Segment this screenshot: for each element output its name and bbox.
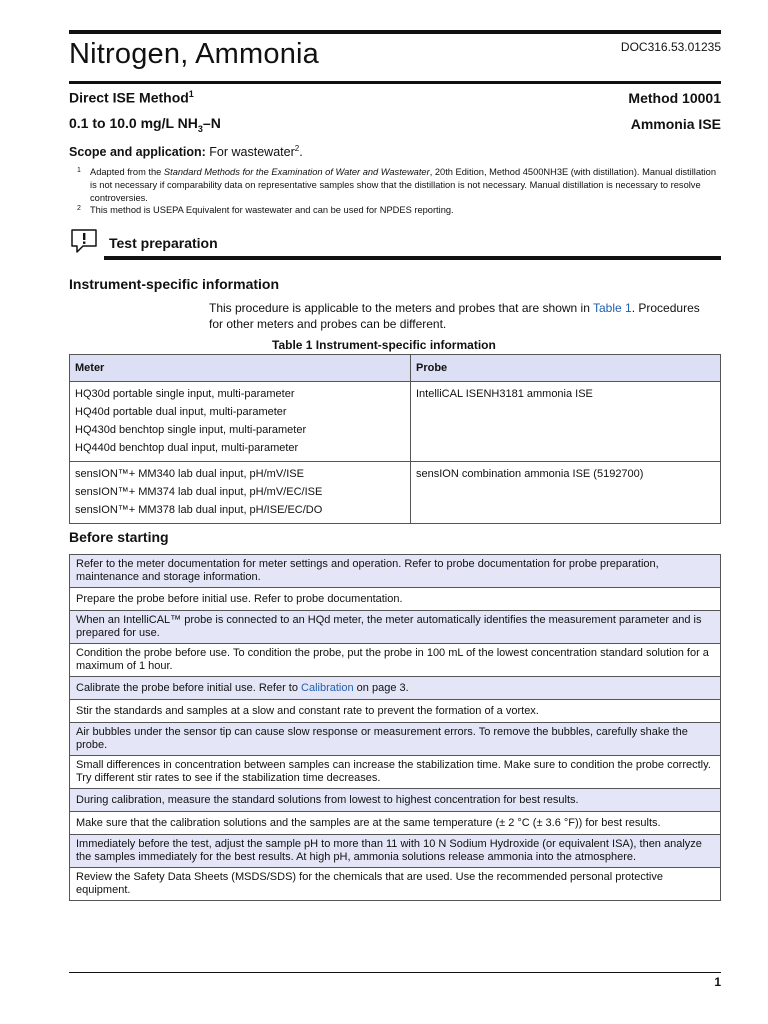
title-rule xyxy=(69,81,721,84)
footnote-1-number: 1 xyxy=(77,167,81,174)
footer-rule xyxy=(69,972,721,973)
probe-cell: sensION combination ammonia ISE (5192700) xyxy=(411,462,721,524)
table-caption: Table 1 Instrument-specific information xyxy=(272,338,496,352)
scope-line xyxy=(69,144,303,159)
list-item-text: Review the Safety Data Sheets (MSDS/SDS) for the chemicals that are used. Use the recommended personal protective equipment. xyxy=(70,868,721,901)
meter-cell xyxy=(70,462,411,524)
measurement-range xyxy=(69,115,221,134)
list-item-text xyxy=(70,677,721,700)
list-item-text: Condition the probe before use. To condition the probe, put the probe in 100 mL of the lowest concentration standard solution for a maximum of 1 hour. xyxy=(70,644,721,677)
list-item xyxy=(70,611,721,644)
probe-cell: IntelliCAL ISENH3181 ammonia ISE xyxy=(411,382,721,462)
instrument-intro xyxy=(209,300,709,332)
range-prefix: 0.1 to 10.0 mg/L NH xyxy=(69,115,198,131)
footnote-2-text: This method is USEPA Equivalent for wastewater and can be used for NPDES reporting. xyxy=(90,205,454,215)
list-item-text: During calibration, measure the standard solutions from lowest to highest concentration for best results. xyxy=(70,789,721,812)
list-item xyxy=(70,644,721,677)
intro-pre: This procedure is applicable to the meters and probes that are shown in xyxy=(209,301,593,315)
meter-item: HQ40d portable dual input, multi-parameter xyxy=(75,406,287,418)
test-preparation-heading: Test preparation xyxy=(109,235,218,251)
method-name-text: Direct ISE Method xyxy=(69,89,189,106)
list-item xyxy=(70,677,721,700)
top-rule xyxy=(69,30,721,34)
intro-post: . Procedures for other meters and probes can be different. xyxy=(209,301,700,331)
meter-item: sensION™+ MM340 lab dual input, pH/mV/ISE xyxy=(75,468,304,480)
footnote-1 xyxy=(77,166,717,205)
calibration-page-ref: on page 3. xyxy=(353,681,409,694)
list-item xyxy=(70,700,721,723)
footnote-2 xyxy=(77,204,717,217)
attention-note-icon xyxy=(71,229,97,253)
list-item xyxy=(70,756,721,789)
list-item-text: Immediately before the test, adjust the sample pH to more than 11 with 10 N Sodium Hydroxide (or equivalent ISA), then analyze the samples immediately for the best results. At high pH, ammonia solutions release ammonia into the atmosphere. xyxy=(70,835,721,868)
instrument-table xyxy=(69,354,721,524)
scope-footnote-ref[interactable]: 2 xyxy=(294,144,300,153)
scope-text: For wastewater xyxy=(205,145,295,160)
table-row xyxy=(70,462,721,524)
meter-item: HQ440d benchtop dual input, multi-parameter xyxy=(75,442,299,454)
range-sub: 3 xyxy=(197,123,203,134)
meter-item: HQ430d benchtop single input, multi-parameter xyxy=(75,424,307,436)
meter-item: sensION™+ MM374 lab dual input, pH/mV/EC/ISE xyxy=(75,486,323,498)
footnote-2-number: 2 xyxy=(77,205,81,212)
list-item xyxy=(70,868,721,901)
list-item-text: When an IntelliCAL™ probe is connected to an HQd meter, the meter automatically identifies the measurement parameter and is prepared for use. xyxy=(70,611,721,644)
table-1-link[interactable]: Table 1 xyxy=(593,301,632,315)
list-item xyxy=(70,835,721,868)
list-item xyxy=(70,789,721,812)
footnote-1-post: , 20th Edition, Method 4500NH3E (with distillation). Manual distillation is not necessary if comparability data on representative samples show that the distillation is not necessary. Manual distillation is necessary to resolve controversies. xyxy=(90,167,716,203)
list-item xyxy=(70,812,721,835)
list-item-text: Stir the standards and samples at a slow and constant rate to prevent the formation of a vortex. xyxy=(70,700,721,723)
column-header-probe: Probe xyxy=(411,355,721,382)
list-item-text: Air bubbles under the sensor tip can cause slow response or measurement errors. To remove the bubbles, carefully shake the probe. xyxy=(70,723,721,756)
list-item-text: Prepare the probe before initial use. Refer to probe documentation. xyxy=(70,588,721,611)
list-item-text: Small differences in concentration between samples can increase the stabilization time. Make sure to condition the probe correctly. Try different stir rates to see if the stabilization time decreases. xyxy=(70,756,721,789)
list-item xyxy=(70,588,721,611)
meter-item: HQ30d portable single input, multi-parameter xyxy=(75,388,295,400)
list-item-text: Refer to the meter documentation for meter settings and operation. Refer to probe documentation for probe preparation, maintenance and storage information. xyxy=(70,555,721,588)
calibration-link[interactable]: Calibration xyxy=(301,681,354,694)
document-number: DOC316.53.01235 xyxy=(620,40,721,54)
before-starting-heading: Before starting xyxy=(69,529,169,545)
meter-cell xyxy=(70,382,411,462)
scope-label: Scope and application: xyxy=(69,145,206,160)
method-footnote-ref[interactable]: 1 xyxy=(188,89,194,99)
footnote-1-pre: Adapted from the xyxy=(90,167,164,177)
meter-item: sensION™+ MM378 lab dual input, pH/ISE/EC/DO xyxy=(75,504,323,516)
instrument-section-heading: Instrument-specific information xyxy=(69,276,280,292)
page-number: 1 xyxy=(714,975,721,989)
scope-end: . xyxy=(299,145,303,160)
test-preparation-rule xyxy=(104,256,721,260)
method-name xyxy=(69,89,194,106)
range-suffix: –N xyxy=(202,115,221,131)
calibrate-text: Calibrate the probe before initial use. Refer to xyxy=(76,681,302,694)
page-title: Nitrogen, Ammonia xyxy=(69,38,320,70)
footnote-1-italic: Standard Methods for the Examination of Water and Wastewater xyxy=(163,167,430,177)
list-item xyxy=(70,723,721,756)
column-header-meter: Meter xyxy=(70,355,411,382)
footnote-1-text xyxy=(90,166,717,205)
table-header-row xyxy=(70,355,721,382)
method-number: Method 10001 xyxy=(628,90,721,106)
before-starting-table xyxy=(69,554,721,901)
table-row xyxy=(70,382,721,462)
list-item-text: Make sure that the calibration solutions and the samples are at the same temperature (± 2 °C (± 3.6 °F)) for best results. xyxy=(70,812,721,835)
list-item xyxy=(70,555,721,588)
probe-type: Ammonia ISE xyxy=(630,116,721,132)
